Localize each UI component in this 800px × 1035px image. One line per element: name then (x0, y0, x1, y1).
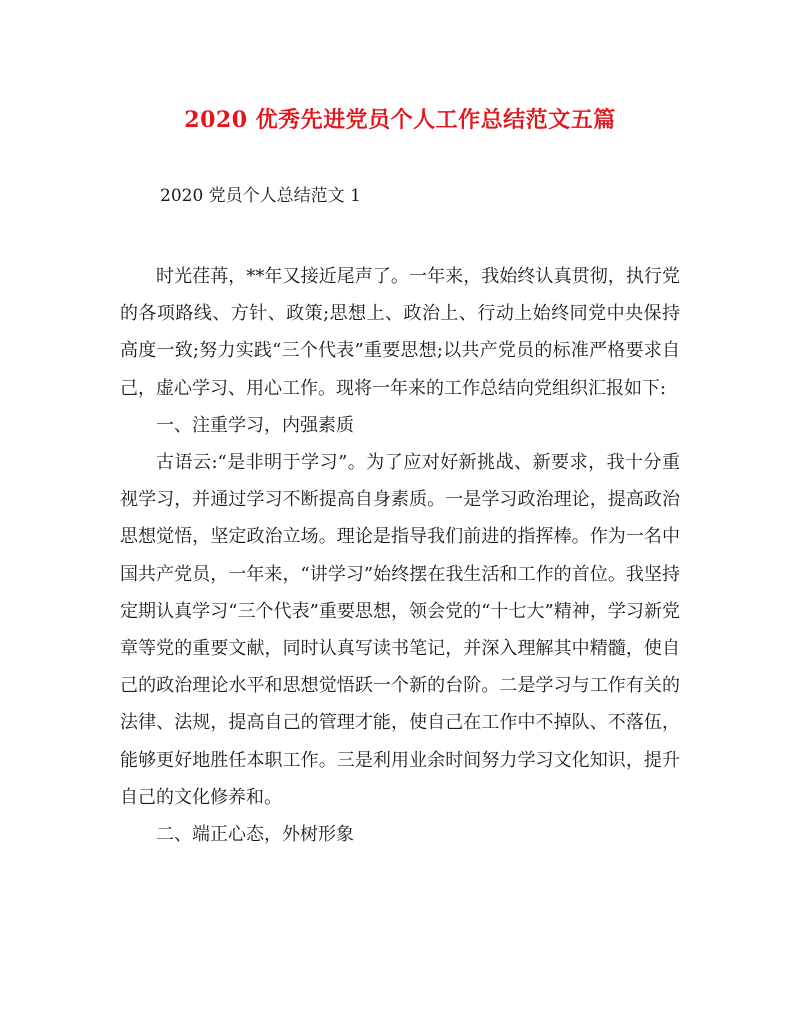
document-title: 2020 优秀先进党员个人工作总结范文五篇 (184, 107, 616, 133)
document-body (120, 258, 680, 853)
intro-paragraph: 时光荏苒，**年又接近尾声了。一年来，我始终认真贯彻，执行党的各项路线、方针、政策;思想上、政治上、行动上始终同党中央保持高度一致;努力实践“三个代表”重要思想;以共产党员的标准严格要求自己，虚心学习、用心工作。现将一年来的工作总结向党组织汇报如下: (120, 266, 680, 399)
study-paragraph: 古语云:“是非明于学习”。为了应对好新挑战、新要求，我十分重视学习，并通过学习不断提高自身素质。一是学习政治理论，提高政治思想觉悟，坚定政治立场。理论是指导我们前进的指挥棒。作为一名中国共产党员，一年来，“讲学习”始终摆在我生活和工作的首位。我坚持定期认真学习“三个代表”重要思想，领会党的“十七大”精神，学习新党章等党的重要文献，同时认真写读书笔记，并深入理解其中精髓，使自己的政治理论水平和思想觉悟跃一个新的台阶。二是学习与工作有关的法律、法规，提高自己的管理才能，使自己在工作中不掉队、不落伍，能够更好地胜任本职工作。三是利用业余时间努力学习文化知识，提升自己的文化修养和。 (120, 452, 680, 808)
section-heading-2: 二、端正心态，外树形象 (156, 824, 354, 846)
document-subtitle: 2020 党员个人总结范文 1 (160, 186, 361, 206)
section-heading-1: 一、注重学习，内强素质 (156, 414, 354, 436)
